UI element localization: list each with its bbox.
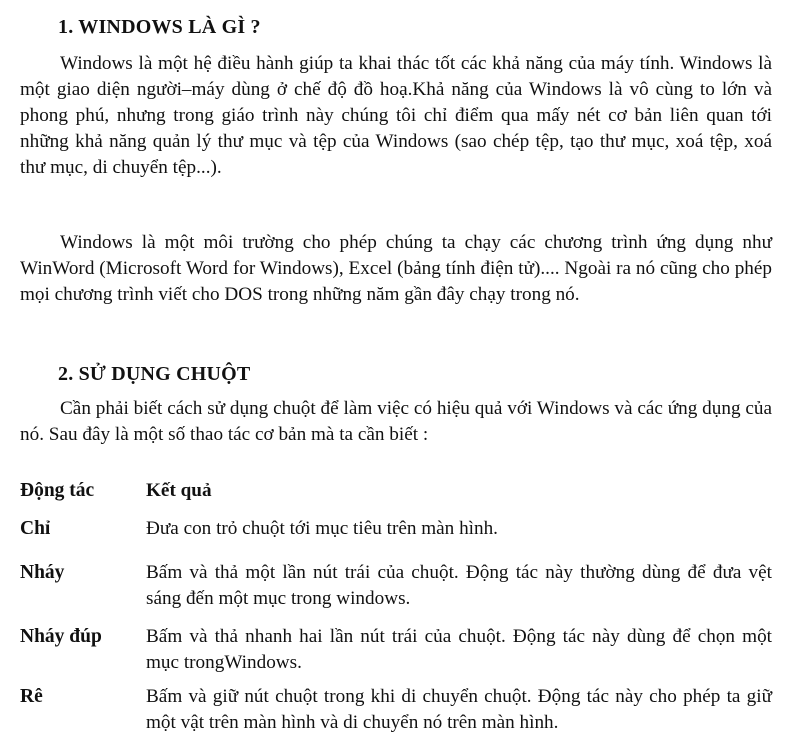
table-header-row	[20, 478, 772, 516]
table-row	[20, 560, 772, 624]
action-term: Chỉ	[20, 518, 51, 539]
section-1-paragraph-1: Windows là một hệ điều hành giúp ta khai thác tốt các khả năng của máy tính. Windows là một giao diện người–máy dùng ở chế độ đồ hoạ.Khả năng của Windows là vô cùng to lớn và phong phú, nhưng trong giáo trình này chúng tôi chỉ điểm qua mấy nét cơ bản liên quan tới những khả năng quản lý thư mục và tệp của Windows (sao chép tệp, tạo thư mục, xoá tệp, xoá thư mục, di chuyển tệp...).	[20, 53, 772, 178]
header-result: Kết quả	[146, 480, 212, 501]
action-term: Rê	[20, 686, 43, 707]
action-result: Bấm và giữ nút chuột trong khi di chuyển chuột. Động tác này cho phép ta giữ một vật trên màn hình và di chuyển nó trên màn hình.	[146, 686, 772, 733]
section-2-heading: 2. SỬ DỤNG CHUỘT	[58, 363, 251, 385]
section-1-heading: 1. WINDOWS LÀ GÌ ?	[58, 16, 261, 38]
action-term: Nháy	[20, 562, 65, 583]
section-2-paragraph: Cần phải biết cách sử dụng chuột để làm việc có hiệu quả với Windows và các ứng dụng của nó. Sau đây là một số thao tác cơ bản mà ta cần biết :	[20, 398, 772, 445]
action-result: Bấm và thả nhanh hai lần nút trái của chuột. Động tác này dùng để chọn một mục trongWindows.	[146, 626, 772, 673]
section-1-paragraph-2: Windows là một môi trường cho phép chúng ta chạy các chương trình ứng dụng như WinWord (Microsoft Word for Windows), Excel (bảng tính điện tử).... Ngoài ra nó cũng cho phép mọi chương trình viết cho DOS trong những năm gần đây chạy trong nó.	[20, 232, 772, 305]
table-row	[20, 684, 772, 744]
action-term: Nháy đúp	[20, 626, 102, 647]
action-result: Bấm và thả một lần nút trái của chuột. Động tác này thường dùng để đưa vệt sáng đến một mục trong windows.	[146, 562, 772, 609]
table-row	[20, 516, 772, 560]
table-row	[20, 624, 772, 684]
action-result: Đưa con trỏ chuột tới mục tiêu trên màn hình.	[146, 518, 498, 539]
mouse-actions-table	[20, 478, 772, 744]
header-action: Động tác	[20, 480, 95, 501]
